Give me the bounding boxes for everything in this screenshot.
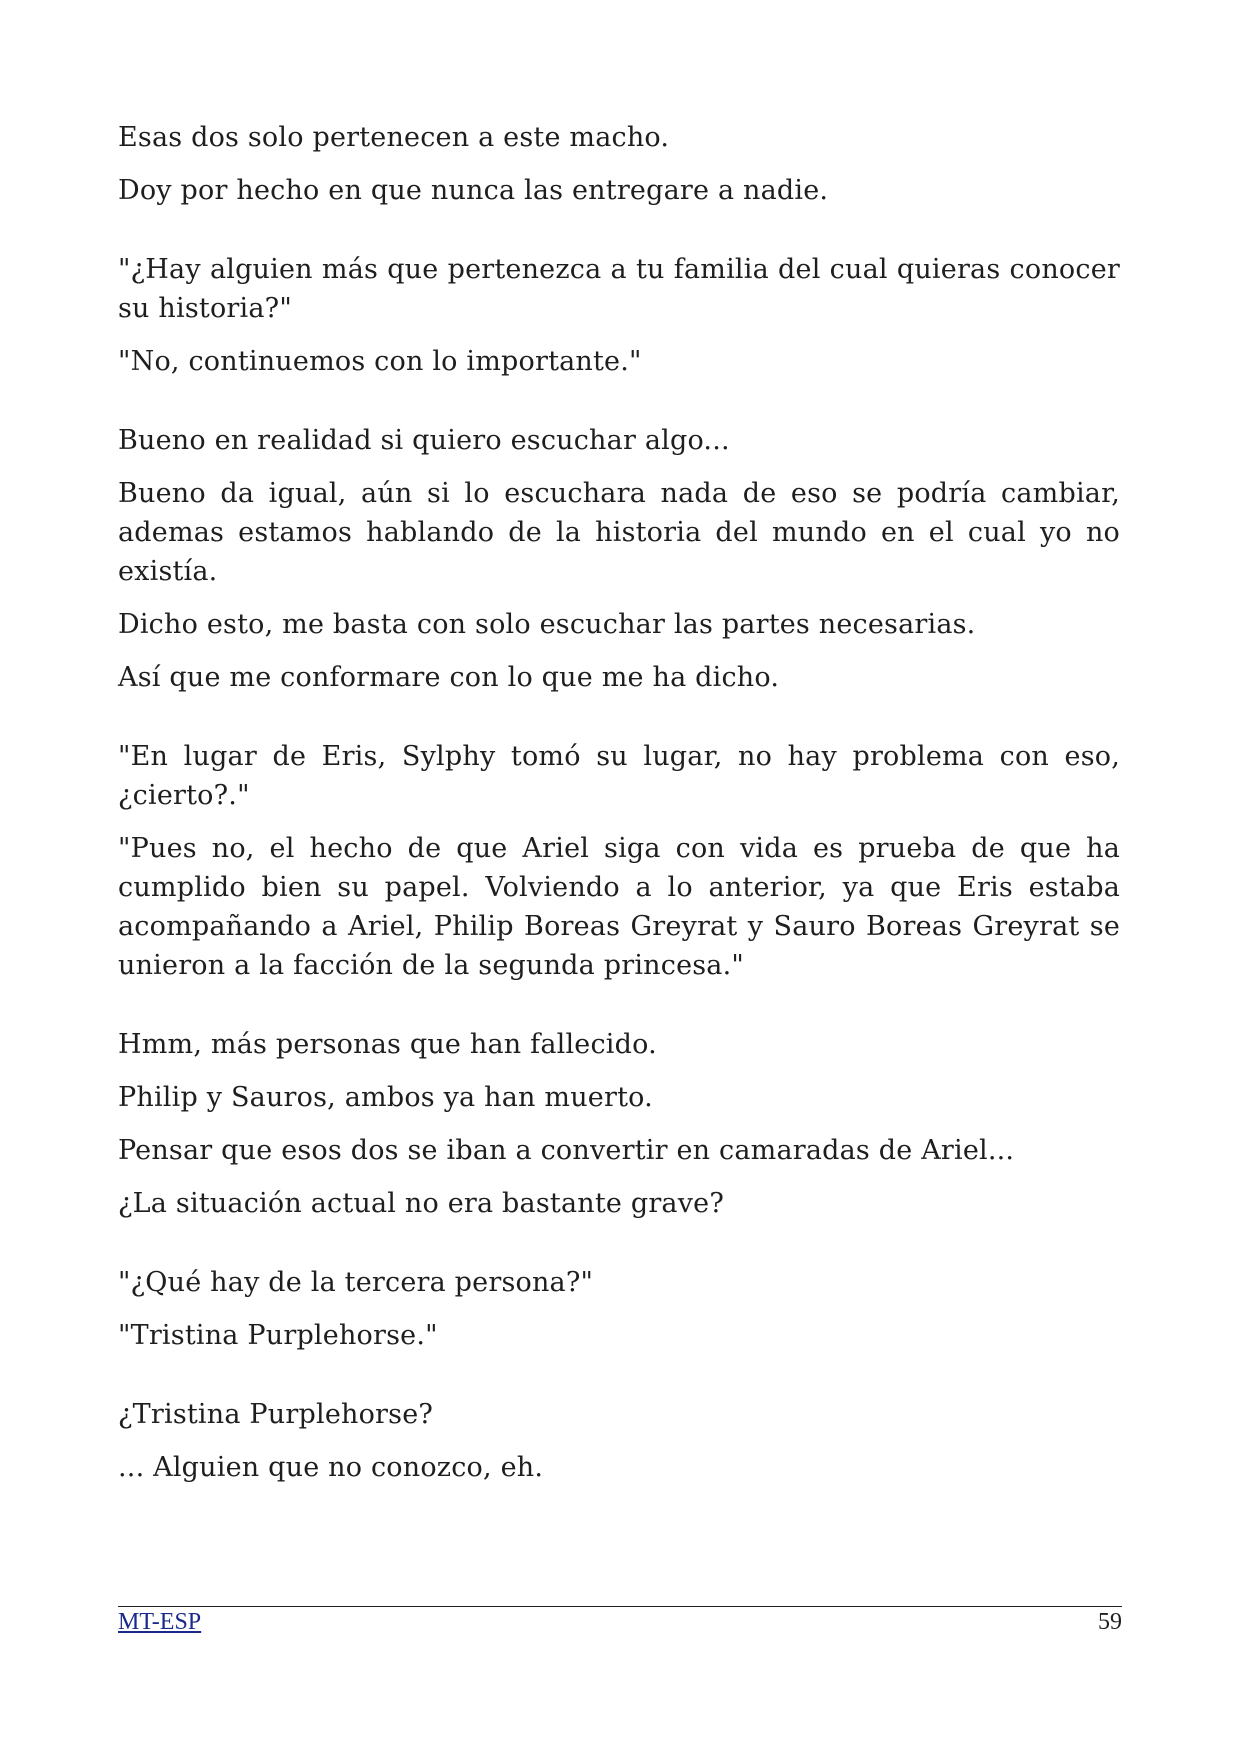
paragraph: ... Alguien que no conozco, eh. [118, 1452, 544, 1483]
paragraph: ¿Tristina Purplehorse? [118, 1399, 434, 1430]
paragraph: Así que me conformare con lo que me ha dicho. [118, 662, 780, 693]
paragraph: "Pues no, el hecho de que Ariel siga con vida es prueba de que ha cumplido bien su papel. Volviendo a lo anterior, ya que Eris estaba acompañando a Ariel, Philip Boreas Greyrat y Sauro Boreas Greyrat se unieron a la facción de la segunda princesa." [118, 833, 1120, 981]
paragraph: Doy por hecho en que nunca las entregare a nadie. [118, 175, 829, 206]
paragraph: "¿Hay alguien más que pertenezca a tu familia del cual quieras conocer su historia?" [118, 254, 1120, 324]
page-number: 59 [1098, 1609, 1122, 1635]
paragraph: "En lugar de Eris, Sylphy tomó su lugar, no hay problema con eso, ¿cierto?." [118, 741, 1120, 811]
paragraph: Esas dos solo pertenecen a este macho. [118, 122, 670, 153]
paragraph: Philip y Sauros, ambos ya han muerto. [118, 1082, 653, 1113]
paragraph: Dicho esto, me basta con solo escuchar las partes necesarias. [118, 609, 976, 640]
paragraph: Hmm, más personas que han fallecido. [118, 1029, 657, 1060]
footer-site-link[interactable]: MT-ESP [118, 1609, 202, 1635]
page-body [118, 118, 1120, 1501]
paragraph: ¿La situación actual no era bastante grave? [118, 1188, 725, 1219]
paragraph: "No, continuemos con lo importante." [118, 346, 642, 377]
paragraph: "¿Qué hay de la tercera persona?" [118, 1267, 594, 1298]
paragraph: "Tristina Purplehorse." [118, 1320, 438, 1351]
paragraph: Bueno en realidad si quiero escuchar algo... [118, 425, 730, 456]
footer-divider [118, 1606, 1122, 1607]
paragraph: Bueno da igual, aún si lo escuchara nada de eso se podría cambiar, ademas estamos hablando de la historia del mundo en el cual yo no existía. [118, 478, 1120, 587]
paragraph: Pensar que esos dos se iban a convertir en camaradas de Ariel... [118, 1135, 1015, 1166]
